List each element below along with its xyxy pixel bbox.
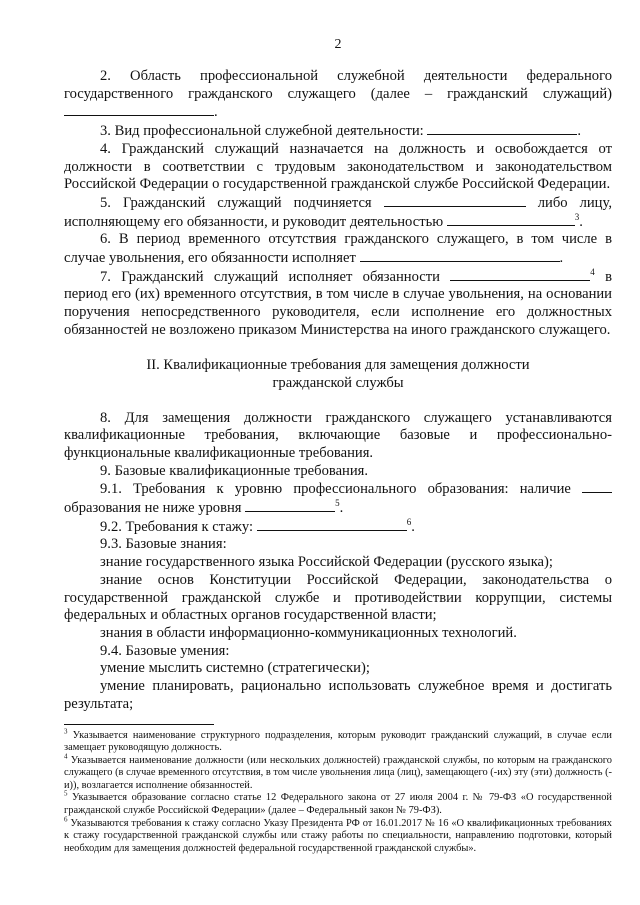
section-heading-line-2: гражданской службы	[272, 374, 404, 391]
blank-field-duties[interactable]	[450, 268, 590, 281]
paragraph-7	[64, 268, 612, 340]
section-heading-line-1: II. Квалификационные требования для замещения должности	[146, 356, 530, 373]
blank-field-substitute[interactable]	[360, 249, 560, 262]
blank-field-activity-type[interactable]	[427, 122, 577, 135]
skill-item-2: умение планировать, рационально использовать служебное время и достигать результата;	[64, 678, 612, 712]
footnote-separator	[64, 724, 214, 725]
knowledge-item-1: знание государственного языка Российской Федерации (русского языка);	[100, 554, 553, 571]
paragraph-9-4: 9.4. Базовые умения:	[100, 642, 230, 659]
footnote-4-mark: 4	[64, 752, 68, 761]
paragraph-9-2-end: .	[411, 518, 415, 535]
paragraph-2	[64, 68, 612, 122]
paragraph-9-3: 9.3. Базовые знания:	[100, 536, 227, 553]
footnote-5-text: Указывается образование согласно статье 12 Федерального закона от 27 июля 2004 г. № 79-ФЗ «О государственной гражданской службе Российской Федерации» (далее – Федеральный закон № 79-ФЗ).	[64, 792, 612, 817]
paragraph-5	[64, 194, 612, 231]
blank-field-education-level[interactable]	[245, 499, 335, 512]
footnote-5-mark: 5	[64, 790, 68, 798]
paragraph-9-2	[64, 518, 612, 537]
paragraph-5-end: .	[579, 213, 583, 230]
paragraph-7-text-a: 7. Гражданский служащий исполняет обязанности	[100, 268, 440, 285]
page-number: 2	[334, 37, 342, 52]
footnote-ref-3[interactable]: 3	[574, 211, 580, 222]
footnote-5	[64, 792, 612, 817]
footnote-6-mark: 6	[64, 815, 68, 824]
paragraph-9-1-text-b: образования не ниже уровня	[64, 500, 242, 517]
paragraph-6-end: .	[559, 250, 564, 267]
footnote-4	[64, 752, 612, 793]
footnote-6-text: Указываются требования к стажу согласно Указу Президента РФ от 16.01.2017 № 16 «О квалификационных требованиях к стажу государственной гражданской службы или стажу работы по специальности, направлению подготовки, который необходим для замещения должностей федеральной государственной гражданской службы».	[64, 817, 612, 854]
footnote-3-text: Указывается наименование структурного подразделения, которым руководит гражданский служащий, в случае если замещает руководящую должность.	[64, 729, 612, 754]
blank-field-education[interactable]	[582, 480, 612, 493]
blank-field-experience[interactable]	[257, 518, 407, 531]
paragraph-6	[64, 231, 612, 267]
footnote-3-mark: 3	[64, 727, 68, 736]
footnote-4-text: Указывается наименование должности (или нескольких должностей) гражданской службы, по которым на гражданского служащего (в случае временного отсутствия, в том числе увольнения лица (лиц), замещающего (-их) эту (эти) должность (-и)), возлагается исполнение обязанностей.	[64, 754, 612, 791]
footnote-3	[64, 727, 612, 755]
blank-field-managed-unit[interactable]	[447, 213, 575, 226]
paragraph-9-1	[64, 480, 612, 517]
paragraph-5-text-a: 5. Гражданский служащий подчиняется	[100, 194, 372, 211]
knowledge-item-3: знания в области информационно-коммуникационных технологий.	[100, 624, 517, 641]
paragraph-5-text-b: либо лицу, исполняющему его обязанности, и руководит деятельностью	[64, 194, 612, 230]
paragraph-4: 4. Гражданский служащий назначается на должность и освобождается от должности в соответствии с трудовым законодательством и законодательством Российской Федерации о государственной гражданской службе Российской Федерации.	[64, 140, 612, 193]
skill-item-1: умение мыслить системно (стратегически);	[100, 660, 370, 677]
paragraph-9-1-end: .	[339, 500, 344, 517]
footnote-ref-6[interactable]: 6	[406, 516, 412, 527]
paragraph-8: 8. Для замещения должности гражданского служащего устанавливаются квалификационные требования, включающие базовые и профессионально-функциональные квалификационные требования.	[64, 409, 612, 461]
footnote-ref-4[interactable]: 4	[590, 266, 595, 277]
footnote-ref-5[interactable]: 5	[335, 498, 340, 509]
paragraph-2-text: 2. Область профессиональной служебной деятельности федерального государственного гражданского служащего (далее – гражданский служащий)	[64, 68, 612, 102]
blank-field-area[interactable]	[64, 103, 214, 116]
paragraph-9-1-text-a: 9.1. Требования к уровню профессионального образования: наличие	[100, 481, 571, 498]
paragraph-2-end: .	[214, 104, 218, 121]
paragraph-9-2-text: 9.2. Требования к стажу:	[100, 518, 254, 535]
paragraph-6-text: 6. В период временного отсутствия гражданского служащего, в том числе в случае увольнения, его обязанности исполняет	[64, 231, 612, 267]
paragraph-3-text: 3. Вид профессиональной служебной деятельности:	[100, 123, 424, 140]
paragraph-3	[64, 122, 612, 141]
paragraph-9: 9. Базовые квалификационные требования.	[100, 462, 369, 479]
blank-field-supervisor[interactable]	[384, 194, 526, 207]
section-heading	[64, 356, 612, 392]
paragraph-3-end: .	[577, 123, 582, 140]
knowledge-item-2: знание основ Конституции Российской Федерации, законодательства о государственной гражданской службе и противодействии коррупции, системы федеральных и областных органов государственной власти;	[64, 571, 612, 624]
paragraph-7-text-b: в период его (их) временного отсутствия, в том числе в случае увольнения, на основании поручения непосредственного руководителя, если исполнение его должностных обязанностей не возложено приказом Министерства на иного гражданского служащего.	[64, 268, 612, 338]
footnote-6	[64, 815, 612, 856]
